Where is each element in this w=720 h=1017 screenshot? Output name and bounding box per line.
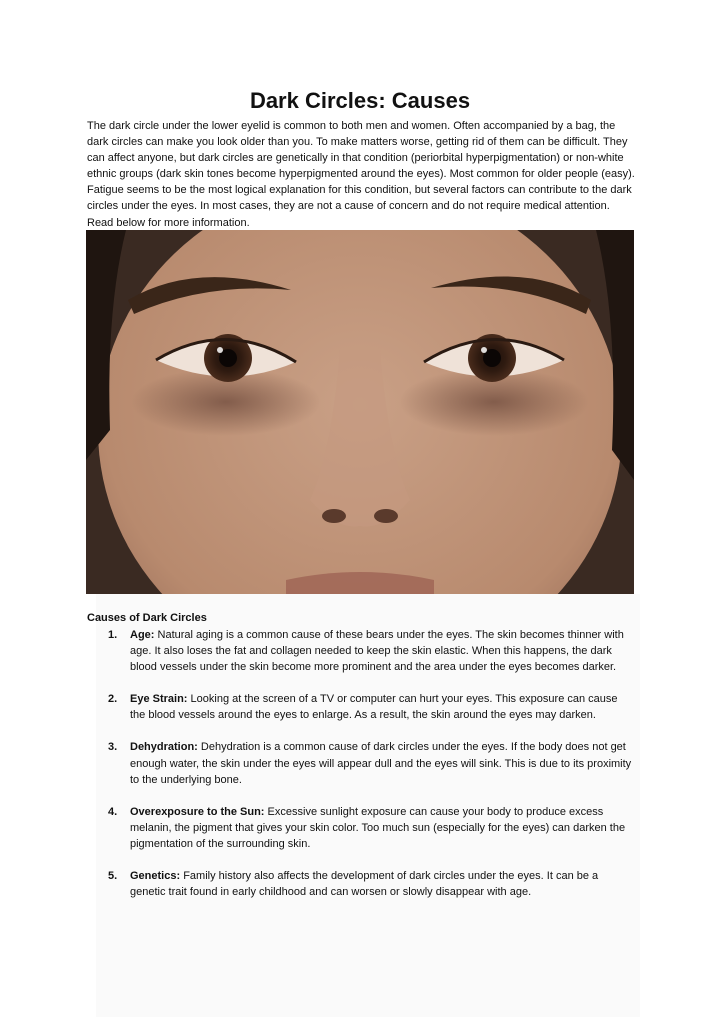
list-item xyxy=(108,627,634,675)
intro-paragraph: The dark circle under the lower eyelid is common to both men and women. Often accompanied by a bag, the dark circles can make you look older than you. To make matters worse, getting rid of them can be difficult. They can affect anyone, but dark circles are genetically in that condition (periorbital hyperpigmentation) or non-white ethnic groups (dark skin tones become hyperpigmented around the eyes). Most common for older people (easy). Fatigue seems to be the most logical explanation for this condition, but several factors can contribute to the dark circles under the eyes. In most cases, they are not a cause of concern and do not require medical attention. Read below for more information. xyxy=(87,120,635,229)
item-term: Dehydration: xyxy=(130,741,198,754)
item-text: Natural aging is a common cause of these bears under the eyes. The skin becomes thinner with age. It also loses the fat and collagen needed to keep the skin elastic. When this happens, the dark blood vessels under the skin become more prominent and the area under the eyes becomes darker. xyxy=(130,629,624,674)
item-term: Eye Strain: xyxy=(130,693,188,706)
item-number: 4. xyxy=(108,805,118,818)
item-term: Genetics: xyxy=(130,870,181,883)
item-term: Age: xyxy=(130,629,155,641)
item-term: Overexposure to the Sun: xyxy=(130,805,265,818)
item-text: Dehydration is a common cause of dark circles under the eyes. If the body does not get enough water, the skin under the eyes will appear dull and the eyes will sink. This is due to its proximity to the underlying bone. xyxy=(130,741,632,786)
item-text: Family history also affects the development of dark circles under the eyes. It can be a genetic trait found in early childhood and can worsen or slowly disappear with age. xyxy=(130,870,599,899)
list-item xyxy=(108,691,634,723)
list-item xyxy=(108,739,634,787)
item-text: Excessive sunlight exposure can cause your body to produce excess melanin, the pigment that gives your skin color. Too much sun (especially for the eyes) can darken the pigmentation of the surrounding skin. xyxy=(130,805,626,850)
item-number: 1. xyxy=(108,629,118,641)
page-title: Dark Circles: Causes xyxy=(249,88,471,113)
causes-heading: Causes of Dark Circles xyxy=(87,612,207,624)
item-text: Looking at the screen of a TV or computer can hurt your eyes. This exposure can cause the blood vessels around the eyes to enlarge. As a result, the skin around the eyes may darken. xyxy=(130,693,618,722)
item-number: 5. xyxy=(108,870,118,883)
item-number: 2. xyxy=(108,693,118,706)
list-item xyxy=(108,868,634,900)
list-item xyxy=(108,804,634,852)
item-number: 3. xyxy=(108,741,118,754)
face-photo xyxy=(86,230,634,594)
causes-list xyxy=(108,627,634,916)
